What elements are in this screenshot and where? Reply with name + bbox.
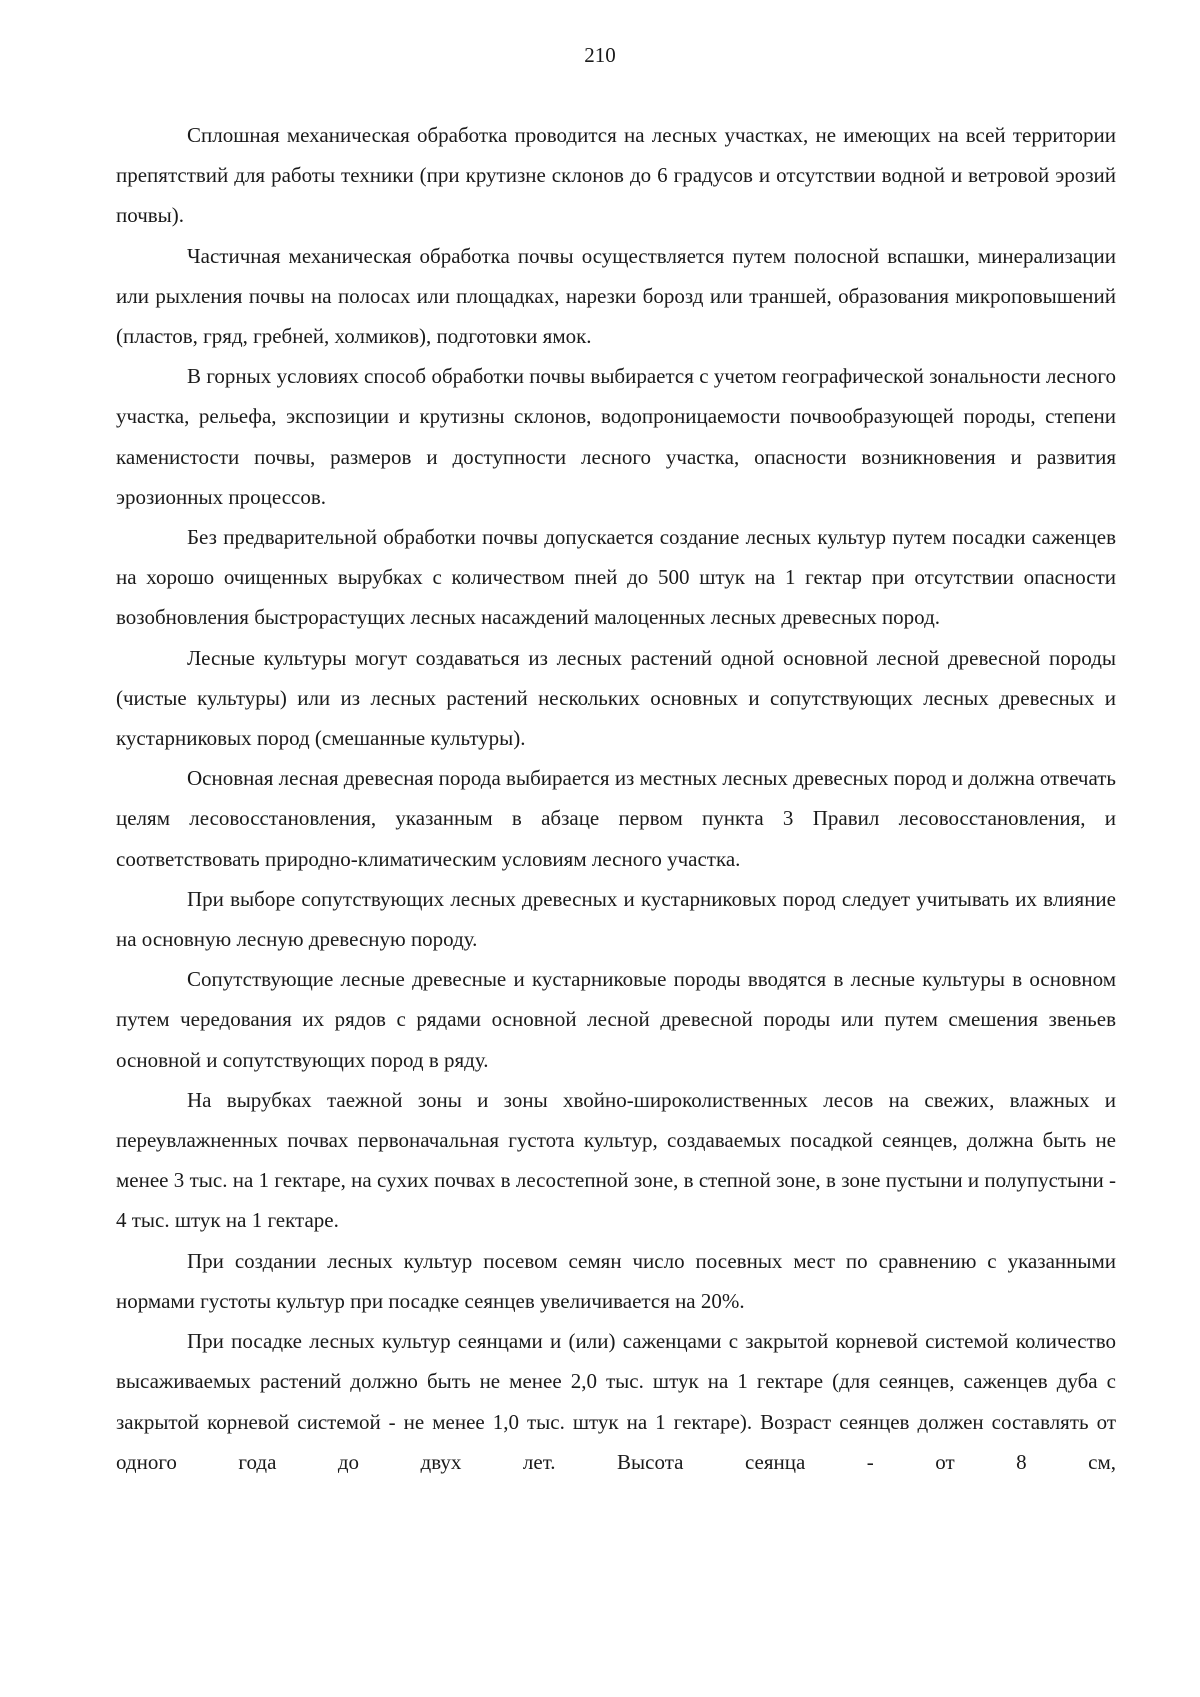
page-number: 210 — [584, 43, 616, 67]
paragraph: Частичная механическая обработка почвы осуществляется путем полосной вспашки, минерализации или рыхления почвы на полосах или площадках, нарезки борозд или траншей, образования микроповышений (пластов, гряд, гребней, холмиков), подготовки ямок. — [116, 243, 1116, 349]
paragraph: Сплошная механическая обработка проводится на лесных участках, не имеющих на всей территории препятствий для работы техники (при крутизне склонов до 6 градусов и отсутствии водной и ветровой эрозий почвы). — [116, 123, 1116, 228]
paragraph: Основная лесная древесная порода выбирается из местных лесных древесных пород и должна отвечать целям лесовосстановления, указанным в абзаце первом пункта 3 Правил лесовосстановления, и соответствовать природно-климатическим условиям лесного участка. — [116, 766, 1116, 871]
paragraph: При создании лесных культур посевом семян число посевных мест по сравнению с указанными нормами густоты культур при посадке сеянцев увеличивается на 20%. — [116, 1248, 1116, 1313]
paragraph: При выборе сопутствующих лесных древесных и кустарниковых пород следует учитывать их влияние на основную лесную древесную породу. — [116, 886, 1116, 952]
paragraph: На вырубках таежной зоны и зоны хвойно-широколиственных лесов на свежих, влажных и переувлажненных почвах первоначальная густота культур, создаваемых посадкой сеянцев, должна быть не менее 3 тыс. на 1 гектаре, на сухих почвах в лесостепной зоне, в степной зоне, в зоне пустыни и полупустыни - 4 тыс. штук на 1 гектаре. — [116, 1087, 1116, 1233]
paragraph: Лесные культуры могут создаваться из лесных растений одной основной лесной древесной породы (чистые культуры) или из лесных растений нескольких основных и сопутствующих лесных древесных и кустарниковых пород (смешанные культуры). — [116, 645, 1116, 751]
paragraph: Без предварительной обработки почвы допускается создание лесных культур путем посадки саженцев на хорошо очищенных вырубках с количеством пней до 500 штук на 1 гектар при отсутствии опасности возобновления быстрорастущих лесных насаждений малоценных лесных древесных пород. — [116, 525, 1116, 630]
paragraph: Сопутствующие лесные древесные и кустарниковые породы вводятся в лесные культуры в основном путем чередования их рядов с рядами основной лесной древесной породы или путем смешения звеньев основной и сопутствующих пород в ряду. — [116, 967, 1116, 1072]
paragraph: При посадке лесных культур сеянцами и (или) саженцами с закрытой корневой системой количество высаживаемых растений должно быть не менее 2,0 тыс. штук на 1 гектаре (для сеянцев, саженцев дуба с закрытой корневой системой - не менее 1,0 тыс. штук на 1 гектаре). Возраст сеянцев должен составлять от одного года до двух лет. Высота сеянца - от 8 см, — [116, 1329, 1116, 1474]
paragraph: В горных условиях способ обработки почвы выбирается с учетом географической зональности лесного участка, рельефа, экспозиции и крутизны склонов, водопроницаемости почвообразующей породы, степени каменистости почвы, размеров и доступности лесного участка, опасности возникновения и развития эрозионных процессов. — [116, 364, 1116, 509]
document-body — [116, 115, 1116, 1482]
